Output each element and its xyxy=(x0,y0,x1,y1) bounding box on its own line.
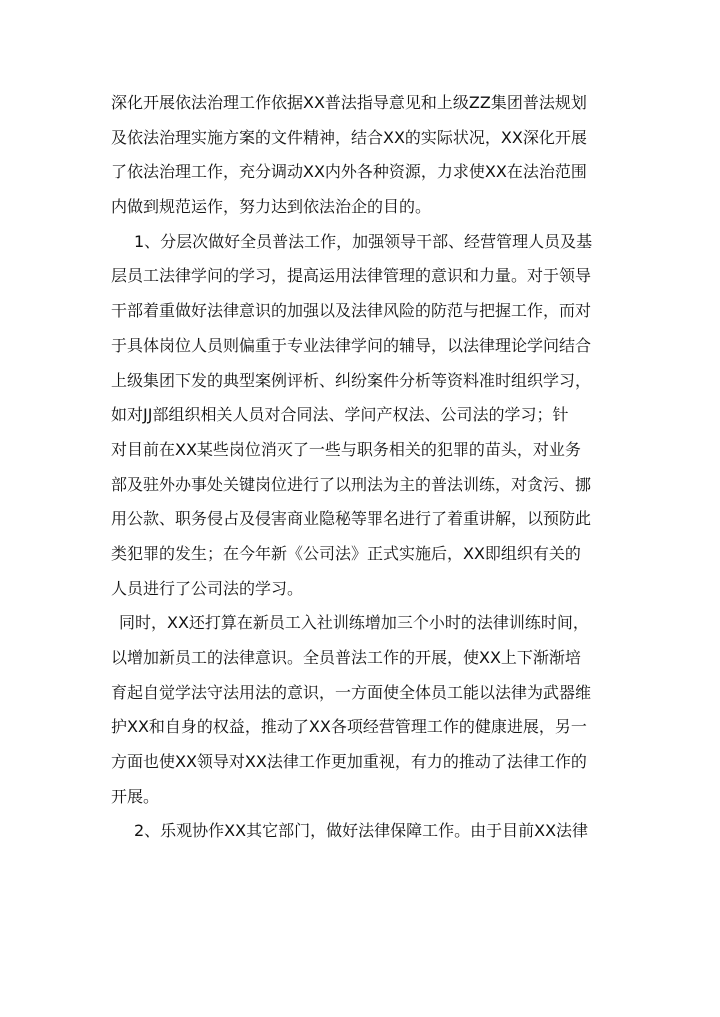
text-line: 类犯罪的发生；在今年新《公司法》正式实施后，XX即组织有关的 xyxy=(111,543,581,563)
text-line: 育起自觉学法守法用法的意识，一方面使全体员工能以法律为武器维 xyxy=(111,682,592,702)
text-line: 对目前在XX某些岗位消灭了一些与职务相关的犯罪的苗头，对业务 xyxy=(111,439,581,459)
text-line: 层员工法律学问的学习，提高运用法律管理的意识和力量。对于领导 xyxy=(111,266,592,286)
text-line: 护XX和自身的权益，推动了XX各项经营管理工作的健康进展，另一 xyxy=(111,717,587,737)
text-line: 用公款、职务侵占及侵害商业隐秘等罪名进行了着重讲解，以预防此 xyxy=(111,509,592,529)
text-line: 了依法治理工作，充分调动XX内外各种资源，力求使XX在法治范围 xyxy=(111,162,587,182)
text-line: 深化开展依法治理工作依据XX普法指导意见和上级ZZ集团普法规划 xyxy=(111,93,587,112)
text-line: 于具体岗位人员则偏重于专业法律学问的辅导，以法律理论学问结合 xyxy=(111,335,592,355)
text-line: 上级集团下发的典型案例评析、纠纷案件分析等资料准时组织学习， xyxy=(111,370,592,390)
text-line: 以增加新员工的法律意识。全员普法工作的开展，使XX上下渐渐培 xyxy=(111,648,581,667)
text-line: 方面也使XX领导对XX法律工作更加重视，有力的推动了法律工作的 xyxy=(111,752,587,772)
text-line: 内做到规范运作，努力达到依法治企的目的。 xyxy=(111,197,432,217)
text-line: 如对JJ部组织相关人员对合同法、学问产权法、公司法的学习；针 xyxy=(111,405,569,425)
text-line: 及依法治理实施方案的文件精神，结合XX的实际状况，XX深化开展 xyxy=(111,127,587,147)
text-line: 人员进行了公司法的学习。 xyxy=(111,578,304,598)
text-line: 开展。 xyxy=(111,786,160,806)
paragraph-2-start: 同时，XX还打算在新员工入社训练增加三个小时的法律训练时间， xyxy=(119,613,589,633)
text-line: 干部着重做好法律意识的加强以及法律风险的防范与把握工作，而对 xyxy=(111,301,592,321)
document-body xyxy=(111,86,611,849)
paragraph-1-start: 1、分层次做好全员普法工作，加强领导干部、经营管理人员及基 xyxy=(134,231,593,251)
text-line: 部及驻外办事处关键岗位进行了以刑法为主的普法训练，对贪污、挪 xyxy=(111,474,592,494)
paragraph-3-start: 2、乐观协作XX其它部门，做好法律保障工作。由于目前XX法律 xyxy=(134,821,589,841)
